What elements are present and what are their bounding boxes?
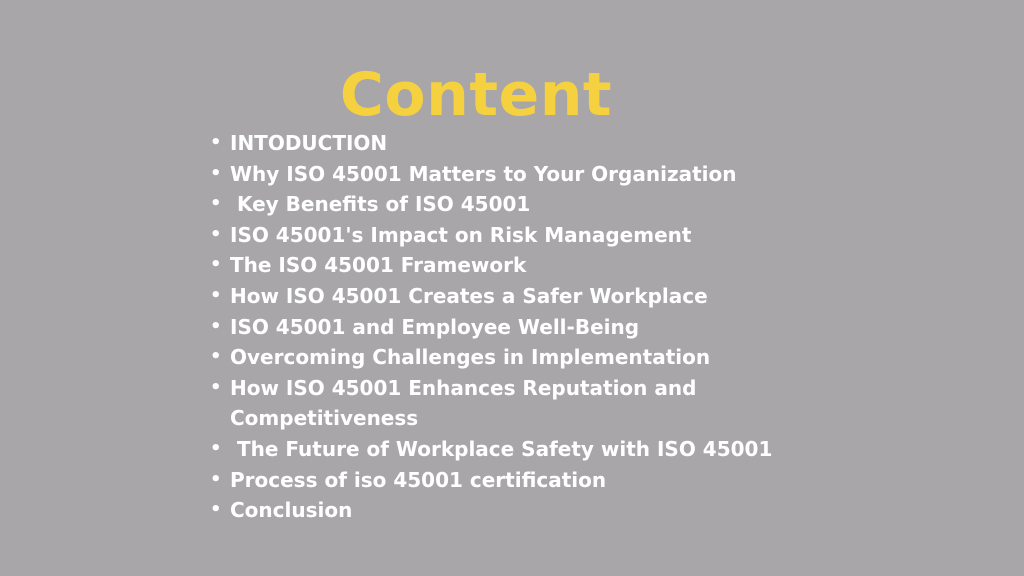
list-item [210, 159, 810, 190]
bullet-icon: • [210, 284, 222, 306]
list-item [210, 189, 810, 220]
bullet-icon: • [210, 162, 222, 184]
list-item [210, 465, 810, 496]
list-item [210, 434, 810, 465]
list-item-text: How ISO 45001 Enhances Reputation and Competitiveness [230, 375, 697, 431]
bullet-icon: • [210, 315, 222, 337]
bullet-icon: • [210, 499, 222, 521]
list-item-text: Why ISO 45001 Matters to Your Organization [230, 161, 737, 186]
bullet-icon: • [210, 346, 222, 368]
bullet-icon: • [210, 468, 222, 490]
list-item-text: The Future of Workplace Safety with ISO 45001 [230, 436, 773, 461]
table-of-contents [210, 128, 810, 526]
list-item-text: Key Benefits of ISO 45001 [230, 192, 531, 217]
list-item [210, 250, 810, 281]
list-item [210, 312, 810, 343]
list-item-text: ISO 45001 and Employee Well-Being [230, 314, 640, 339]
bullet-icon: • [210, 254, 222, 276]
slide-title: Content [339, 60, 613, 131]
bullet-icon: • [210, 223, 222, 245]
list-item-text: Overcoming Challenges in Implementation [230, 345, 711, 370]
bullet-icon: • [210, 437, 222, 459]
list-item [210, 128, 810, 159]
list-item [210, 281, 810, 312]
list-item [210, 495, 810, 526]
list-item-text: The ISO 45001 Framework [230, 253, 527, 278]
list-item-text: ISO 45001's Impact on Risk Management [230, 222, 692, 247]
list-item [210, 373, 810, 434]
bullet-icon: • [210, 132, 222, 153]
list-item-text: Process of iso 45001 certification [230, 467, 607, 492]
list-item [210, 220, 810, 251]
list-item-text: How ISO 45001 Creates a Safer Workplace [230, 283, 708, 308]
list-item-text: Conclusion [230, 498, 353, 523]
list-item [210, 342, 810, 373]
bullet-icon: • [210, 376, 222, 398]
list-item-text: INTODUCTION [230, 131, 388, 155]
bullet-icon: • [210, 193, 222, 215]
